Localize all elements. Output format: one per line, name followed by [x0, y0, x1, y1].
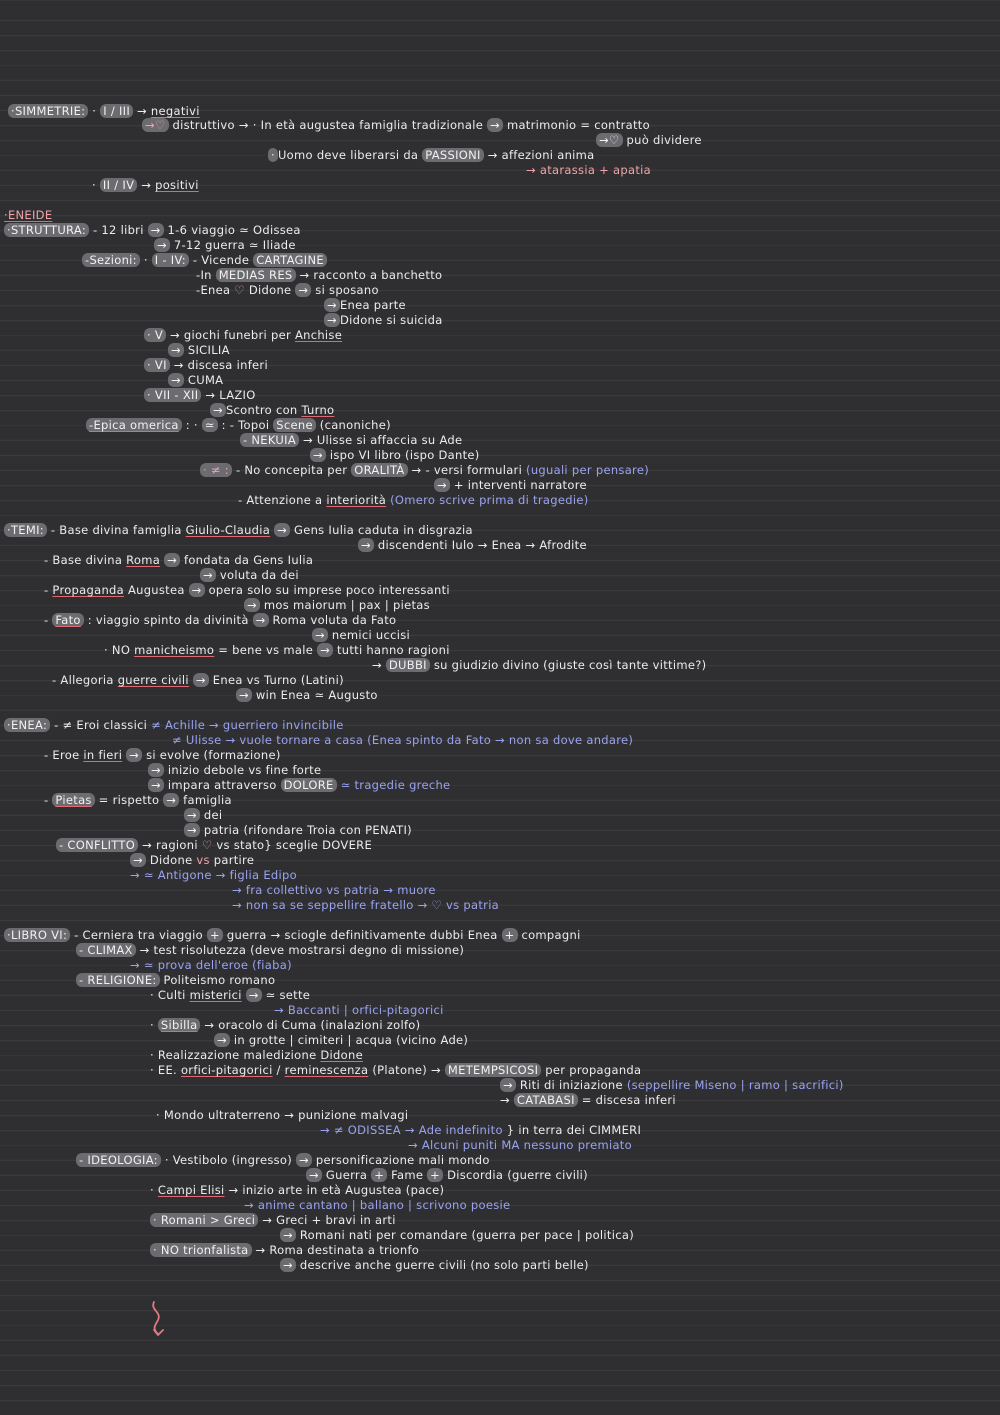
note-text: Augustea: [123, 583, 189, 597]
note-text: →♡: [142, 118, 169, 132]
note-text: →: [500, 1078, 516, 1092]
note-text: vs: [196, 853, 210, 867]
note-text: CUMA: [183, 373, 224, 387]
note-text: Enea parte: [339, 298, 406, 312]
note-line: [44, 613, 396, 627]
note-line: [4, 523, 473, 537]
note-text: guerra → sciogle definitivamente dubbi Enea: [222, 928, 502, 942]
note-line: [144, 358, 268, 372]
note-line: [150, 1018, 420, 1032]
note-line: [144, 328, 342, 342]
note-text: →: [168, 373, 184, 387]
note-text: → inizio arte in età Augustea (pace): [224, 1183, 445, 1197]
note-line: [280, 1258, 589, 1272]
note-text: →: [126, 748, 142, 762]
note-text: = rispetto: [94, 793, 164, 807]
note-line: [148, 778, 450, 792]
note-text: · NO trionfalista: [150, 1243, 252, 1257]
note-line: [168, 343, 230, 357]
note-line: [214, 1033, 468, 1047]
note-text: - Eroe: [44, 748, 84, 762]
note-text: voluta da dei: [215, 568, 299, 582]
note-line: [526, 163, 651, 177]
note-line: [104, 643, 450, 657]
note-line: [240, 433, 462, 447]
note-line: [434, 478, 587, 492]
note-line: [168, 373, 223, 387]
note-text: Propaganda: [52, 583, 124, 597]
note-text: - Attenzione a: [238, 493, 327, 507]
note-text: → Greci + bravi in arti: [258, 1213, 396, 1227]
note-text: · ≠ :: [200, 463, 232, 477]
note-text: Politeismo romano: [159, 973, 276, 987]
note-text: +: [207, 928, 223, 942]
note-line: [236, 688, 378, 702]
note-text: descrive anche guerre civili (no solo parti belle): [295, 1258, 589, 1272]
note-text: ·: [92, 178, 100, 192]
note-text: tutti hanno ragioni: [333, 643, 450, 657]
note-line: [4, 223, 301, 237]
note-text: · Culti: [150, 988, 190, 1002]
note-line: [238, 493, 588, 507]
note-text: Scontro con: [225, 403, 302, 417]
note-text: →: [295, 283, 311, 297]
note-text: -: [44, 793, 53, 807]
note-text: - NEKUIA: [240, 433, 299, 447]
note-text: impara attraverso: [163, 778, 281, 792]
note-text: → ≠ ODISSEA → Ade indefinito: [320, 1123, 503, 1137]
note-line: [156, 1108, 408, 1122]
note-text: →: [246, 988, 262, 1002]
note-text: Scene: [273, 418, 316, 432]
note-text: - 12 libri: [89, 223, 148, 237]
note-text: +: [427, 1168, 443, 1182]
note-text: →: [306, 1168, 322, 1182]
note-text: - Cerniera tra viaggio: [70, 928, 207, 942]
note-text: +: [371, 1168, 387, 1182]
note-text: (uguali per pensare): [526, 463, 649, 477]
note-text: positivi: [155, 178, 199, 192]
note-line: [268, 148, 595, 162]
note-text: (Omero scrive prima di tragedie): [390, 493, 589, 507]
note-text: →: [154, 238, 170, 252]
note-text: 1-6 viaggio ≃ Odissea: [163, 223, 301, 237]
note-text: (giuste così tante vittime?): [543, 658, 707, 672]
note-text: Riti di iniziazione: [515, 1078, 627, 1092]
note-text: → affezioni anima: [483, 148, 595, 162]
note-text: può dividere: [622, 133, 702, 147]
note-text: compagni: [517, 928, 581, 942]
note-line: [150, 988, 310, 1002]
note-text: · VII - XII: [144, 388, 201, 402]
note-line: [150, 1243, 419, 1257]
note-text: -In: [196, 268, 216, 282]
note-text: - Base divina famiglia: [46, 523, 186, 537]
note-text: ·STRUTTURA:: [4, 223, 89, 237]
note-line: [500, 1093, 676, 1107]
note-text: Campi Elisi: [157, 1183, 225, 1197]
note-text: Enea vs Turno (Latini): [208, 673, 344, 687]
note-line: [4, 718, 344, 732]
continue-arrow-icon: [148, 1300, 170, 1340]
note-text: →: [189, 583, 205, 597]
note-text: ·TEMI:: [4, 523, 47, 537]
note-text: -Epica omerica: [86, 418, 182, 432]
note-text: · Mondo ultraterreno → punizione malvagi: [156, 1108, 409, 1122]
note-text: Turno: [301, 403, 335, 417]
note-text: -Enea: [196, 283, 235, 297]
note-text: →: [210, 403, 226, 417]
note-text: → ≃ Antigone → figlia Edipo: [130, 868, 297, 882]
note-text: nemici uccisi: [327, 628, 411, 642]
note-text: → ≃ prova dell'eroe (fiaba): [130, 958, 292, 972]
note-text: → ragioni: [138, 838, 202, 852]
note-text: + interventi narratore: [449, 478, 587, 492]
note-text: II / IV: [100, 178, 137, 192]
note-text: → racconto a banchetto: [295, 268, 443, 282]
note-text: Anchise: [294, 328, 343, 342]
note-text: DOLORE: [281, 778, 337, 792]
note-text: Uomo deve liberarsi da: [277, 148, 423, 162]
note-text: +: [502, 928, 518, 942]
note-text: distruttivo → · In età augustea famiglia tradizionale: [168, 118, 488, 132]
note-text: SICILIA: [183, 343, 230, 357]
note-text: in grotte | cimiteri | acqua (vicino Ade): [229, 1033, 469, 1047]
note-text: →: [148, 778, 164, 792]
note-text: Roma voluta da Fato: [268, 613, 397, 627]
note-text: famiglia: [179, 793, 232, 807]
note-text: →: [317, 643, 333, 657]
note-text: →: [137, 178, 156, 192]
note-line: [150, 1183, 444, 1197]
note-line: [76, 973, 275, 987]
note-text: ≠ Ulisse → vuole tornare a casa (Enea spinto da Fato → non sa dove andare): [172, 733, 634, 747]
note-text: ·: [150, 1018, 158, 1032]
note-text: →: [148, 223, 164, 237]
note-text: fondata da Gens Iulia: [180, 553, 314, 567]
note-text: →: [274, 523, 290, 537]
note-text: →: [324, 298, 340, 312]
note-text: ·LIBRO VI:: [4, 928, 70, 942]
note-line: [56, 838, 372, 852]
note-text: -Sezioni:: [82, 253, 140, 267]
note-text: → test risolutezza (deve mostrarsi degno di missione): [135, 943, 465, 957]
note-text: ·: [268, 148, 278, 162]
note-text: - RELIGIONE:: [76, 973, 160, 987]
note-text: Gens Iulia caduta in disgrazia: [290, 523, 473, 537]
note-line: [196, 268, 442, 282]
note-line: [82, 253, 327, 267]
note-line: [44, 793, 232, 807]
note-text: ≃ sette: [261, 988, 311, 1002]
note-line: [200, 568, 299, 582]
note-text: →: [358, 538, 374, 552]
note-text: →: [130, 853, 146, 867]
note-line: [372, 658, 706, 672]
note-text: si evolve (formazione): [142, 748, 281, 762]
note-text: partire: [209, 853, 255, 867]
note-text: Didone: [320, 1048, 363, 1062]
note-text: ♡: [201, 838, 213, 852]
note-text: CARTAGINE: [253, 253, 327, 267]
note-line: [324, 298, 406, 312]
note-text: -: [44, 613, 53, 627]
note-text: } sceglie DOVERE: [264, 838, 373, 852]
note-text: I - IV:: [152, 253, 189, 267]
note-text: - CONFLITTO: [56, 838, 138, 852]
note-line: [154, 238, 296, 252]
note-text: →: [310, 448, 326, 462]
note-text: Fame: [387, 1168, 428, 1182]
note-line: [130, 868, 297, 882]
note-text: → Ulisse si affaccia su Ade: [298, 433, 463, 447]
note-text: →: [214, 1033, 230, 1047]
note-line: [232, 883, 436, 897]
note-text: →: [253, 613, 269, 627]
note-text: →: [244, 598, 260, 612]
note-text: Didone: [244, 283, 296, 297]
note-line: [306, 1168, 588, 1182]
note-text: reminescenza: [284, 1063, 369, 1077]
note-text: → atarassia + apatia: [526, 163, 651, 177]
note-text: →: [236, 688, 252, 702]
note-line: [232, 898, 499, 912]
note-text: Discordia (guerre civili): [443, 1168, 588, 1182]
note-text: →: [184, 823, 200, 837]
note-text: Didone si suicida: [339, 313, 443, 327]
note-text: → Alcuni puniti MA nessuno premiato: [408, 1138, 632, 1152]
note-text: per propaganda: [541, 1063, 642, 1077]
note-text: manicheismo: [134, 643, 215, 657]
note-line: [150, 1213, 396, 1227]
note-text: → fra collettivo vs patria → muore: [232, 883, 436, 897]
note-text: dei: [199, 808, 223, 822]
note-text: ♡: [234, 283, 245, 297]
note-line: [86, 418, 391, 432]
note-text: · Realizzazione maledizione: [150, 1048, 321, 1062]
note-text: DUBBI: [386, 658, 430, 672]
note-line: [44, 748, 281, 762]
note-text: : ·: [181, 418, 202, 432]
note-text: → Roma destinata a trionfo: [251, 1243, 420, 1257]
note-line: [280, 1228, 634, 1242]
note-text: →: [487, 118, 503, 132]
note-text: ·: [88, 104, 101, 118]
note-text: vs stato: [212, 838, 265, 852]
note-line: [148, 763, 321, 777]
note-text: - ≠ Eroi classici: [50, 718, 152, 732]
note-text: 7-12 guerra ≃ Iliade: [169, 238, 296, 252]
note-text: Guerra: [321, 1168, 372, 1182]
note-text: (Platone) →: [368, 1063, 445, 1077]
note-text: Romani nati per comandare (guerra per pace | politica): [295, 1228, 634, 1242]
note-text: → discesa inferi: [169, 358, 268, 372]
note-text: →♡: [596, 133, 623, 147]
note-text: personificazione mali mondo: [311, 1153, 490, 1167]
note-text: ·SIMMETRIE:: [8, 104, 88, 118]
note-text: discendenti Iulo → Enea → Afrodite: [373, 538, 587, 552]
note-text: Didone: [145, 853, 197, 867]
note-text: - Vicende: [188, 253, 254, 267]
note-text: guerre civili: [117, 673, 189, 687]
note-line: [596, 133, 702, 147]
note-line: [92, 178, 199, 192]
note-line: [408, 1138, 632, 1152]
note-line: [150, 1048, 363, 1062]
note-line: [8, 104, 200, 118]
note-text: patria (rifondare Troia con PENATI): [199, 823, 412, 837]
note-text: : viaggio spinto da divinità: [83, 613, 253, 627]
note-text: →: [324, 313, 340, 327]
note-text: →: [312, 628, 328, 642]
note-text: Roma: [126, 553, 161, 567]
note-text: → non sa se seppellire fratello → ♡ vs patria: [232, 898, 500, 912]
note-text: →: [133, 104, 151, 118]
note-line: [44, 583, 450, 597]
note-line: [130, 958, 292, 972]
note-text: →: [193, 673, 209, 687]
note-text: I / III: [100, 104, 133, 118]
note-text: →: [500, 1093, 514, 1107]
note-line: [142, 118, 650, 132]
note-text: ·: [150, 1183, 158, 1197]
note-text: orfici-pitagorici: [180, 1063, 273, 1077]
note-line: [312, 628, 410, 642]
note-line: [244, 1198, 510, 1212]
note-text: ·ENEIDE: [4, 208, 53, 222]
note-text: ORALITÀ: [351, 463, 407, 477]
note-text: - CLIMAX: [76, 943, 136, 957]
note-line: [144, 388, 256, 402]
note-line: [76, 943, 464, 957]
note-line: [184, 823, 412, 837]
note-line: [184, 808, 222, 822]
note-text: →: [200, 568, 216, 582]
note-text: → oracolo di Cuma (inalazioni zolfo): [200, 1018, 421, 1032]
note-line: [244, 598, 430, 612]
note-text: →: [434, 478, 450, 492]
note-text: →: [280, 1258, 296, 1272]
note-text: Fato: [52, 613, 83, 627]
note-text: win Enea ≃ Augusto: [251, 688, 378, 702]
note-text: in fieri: [83, 748, 123, 762]
note-text: →: [164, 553, 180, 567]
note-text: → LAZIO: [201, 388, 256, 402]
note-text: (seppellire Miseno | ramo | sacrifici): [626, 1078, 844, 1092]
note-text: → Baccanti | orfici-pitagorici: [274, 1003, 444, 1017]
note-text: →: [184, 808, 200, 822]
note-text: · VI: [144, 358, 170, 372]
note-line: [200, 463, 649, 477]
note-line: [210, 403, 334, 417]
note-text: → - versi formulari: [407, 463, 527, 477]
note-text: · EE.: [150, 1063, 181, 1077]
note-text: →: [280, 1228, 296, 1242]
note-text: ≃ tragedie greche: [340, 778, 451, 792]
note-text: · Vestibolo (ingresso): [160, 1153, 296, 1167]
note-line: [130, 853, 254, 867]
note-text: →: [148, 763, 164, 777]
note-text: interiorità: [326, 493, 387, 507]
note-line: [500, 1078, 844, 1092]
note-text: mos maiorum | pax | pietas: [259, 598, 430, 612]
note-text: ≠ Achille → guerriero invincibile: [151, 718, 344, 732]
note-text: -: [44, 583, 53, 597]
note-text: Giulio-Claudia: [185, 523, 271, 537]
note-text: (canoniche): [315, 418, 391, 432]
note-text: : - Topoi: [217, 418, 274, 432]
note-text: negativi: [150, 104, 200, 118]
note-text: Sibilla: [158, 1018, 201, 1032]
note-text: CATABASI: [514, 1093, 578, 1107]
note-line: [172, 733, 633, 747]
note-text: MEDIAS RES: [216, 268, 296, 282]
note-line: [196, 283, 379, 297]
note-text: su giudizio divino: [429, 658, 544, 672]
note-text: } in terra dei CIMMERI: [502, 1123, 642, 1137]
note-line: [52, 673, 344, 687]
note-line: [274, 1003, 444, 1017]
note-line: [320, 1123, 641, 1137]
note-line: [4, 208, 52, 222]
note-line: [76, 1153, 490, 1167]
note-text: METEMPSICOSI: [445, 1063, 541, 1077]
note-text: opera solo su imprese poco interessanti: [204, 583, 450, 597]
note-text: ispo VI libro (ispo Dante): [325, 448, 480, 462]
note-text: = bene vs male: [214, 643, 318, 657]
note-line: [150, 1063, 641, 1077]
note-text: si sposano: [311, 283, 379, 297]
note-line: [324, 313, 443, 327]
note-text: → anime cantano | ballano | scrivono poesie: [244, 1198, 511, 1212]
note-text: ·ENEA:: [4, 718, 50, 732]
note-text: →: [296, 1153, 312, 1167]
note-text: - IDEOLOGIA:: [76, 1153, 161, 1167]
note-text: - No concepita per: [231, 463, 352, 477]
note-text: ·: [139, 253, 152, 267]
note-text: Pietas: [52, 793, 94, 807]
note-line: [310, 448, 480, 462]
note-text: →: [163, 793, 179, 807]
note-text: →: [372, 658, 386, 672]
note-text: - Allegoria: [52, 673, 118, 687]
note-text: · V: [144, 328, 166, 342]
note-text: = discesa inferi: [577, 1093, 676, 1107]
note-text: - Base divina: [44, 553, 127, 567]
note-text: /: [272, 1063, 285, 1077]
note-text: · NO: [104, 643, 135, 657]
note-text: inizio debole vs fine forte: [163, 763, 322, 777]
note-line: [44, 553, 313, 567]
note-text: → giochi funebri per: [166, 328, 295, 342]
note-text: misterici: [189, 988, 242, 1002]
note-line: [358, 538, 587, 552]
note-text: →: [168, 343, 184, 357]
note-text: matrimonio = contratto: [502, 118, 650, 132]
note-text: · Romani > Greci: [150, 1213, 258, 1227]
note-text: ≃: [202, 418, 218, 432]
note-line: [4, 928, 581, 942]
note-text: PASSIONI: [422, 148, 484, 162]
